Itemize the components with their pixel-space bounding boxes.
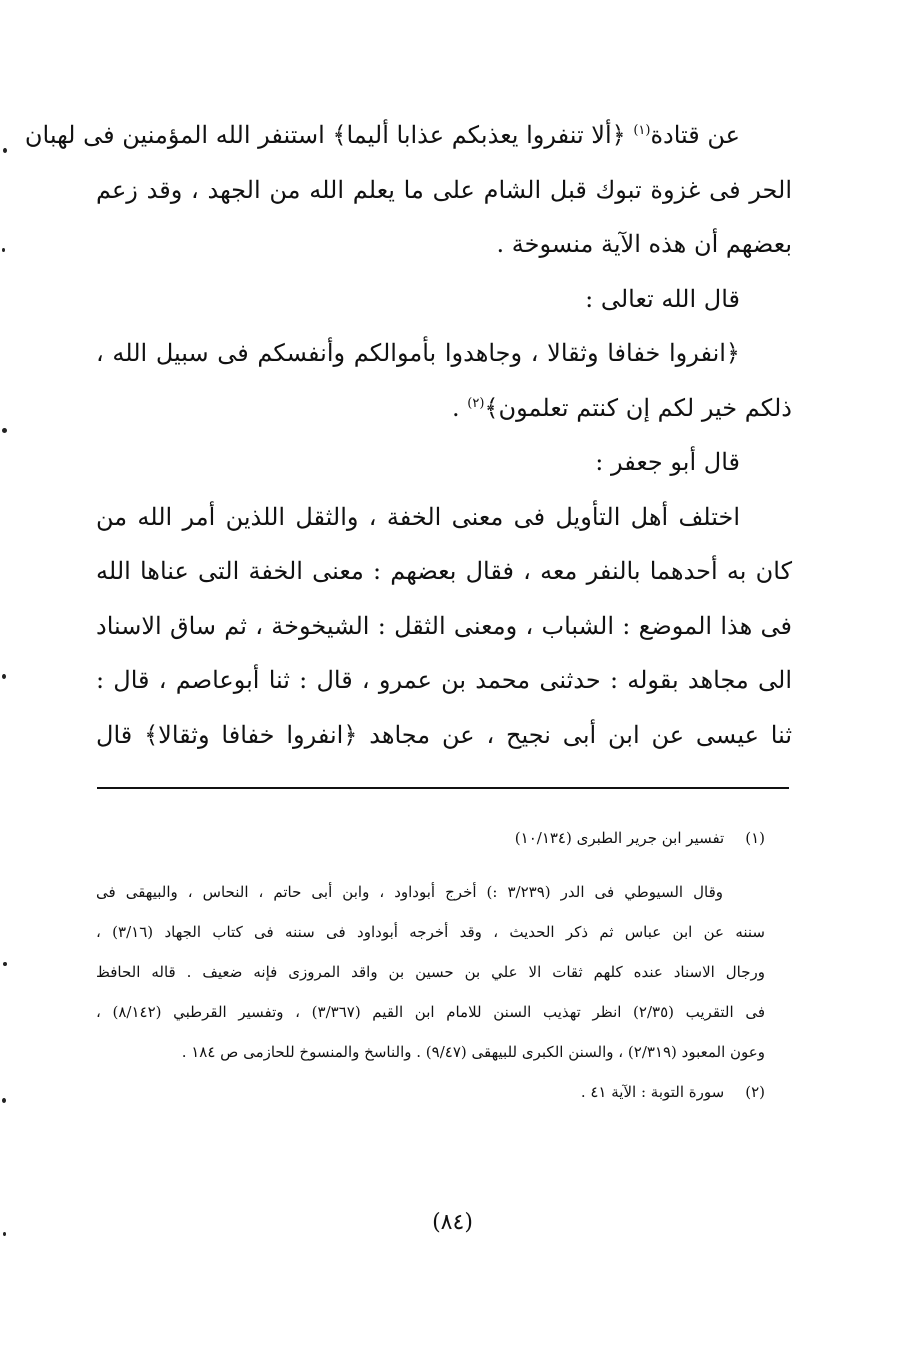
text-line-1-rest: ﴿ألا تنفروا يعذبكم عذابا أليما﴾ استنفر الله المؤمنين فى لهبان (24, 121, 634, 149)
footnote-1-line-2: سننه عن ابن عباس ثم ذكر الحديث ، وقد أخرجه أبوداود فى سننه فى كتاب الجهاد (٣/١٦) ، (96, 923, 765, 941)
text-line-1-start: عن قتادة (650, 121, 740, 149)
footnote-1-number: (١) (745, 829, 765, 847)
scan-speck (3, 148, 7, 153)
footnote-ref-1[interactable]: (١) (633, 123, 651, 138)
footnote-1-title-text: تفسير ابن جرير الطبرى (١٠/١٣٤) (514, 829, 725, 847)
footnote-2-number: (٢) (745, 1083, 765, 1101)
scan-speck (2, 248, 5, 252)
scan-speck (2, 674, 6, 679)
footnote-1-title (96, 818, 765, 858)
footnote-1-line-5: وعون المعبود (٢/٣١٩) ، والسنن الكبرى للبيهقى (٩/٤٧) . والناسخ والمنسوخ للحازمى ص ١٨٤ . (181, 1043, 765, 1061)
scan-speck (2, 428, 7, 433)
text-line-6 (96, 381, 792, 436)
footnote-2 (96, 1072, 765, 1112)
footnote-1-line-3: ورجال الاسناد عنده كلهم ثقات الا علي بن حسين بن واقد المروزى فإنه ضعيف . قاله الحافظ (96, 963, 765, 981)
text-line-8: اختلف أهل التأويل فى معنى الخفة ، والثقل اللذين أمر الله من (96, 502, 740, 531)
text-line-10: فى هذا الموضع : الشباب ، ومعنى الثقل : الشيخوخة ، ثم ساق الاسناد (96, 611, 792, 640)
scan-speck (3, 1232, 6, 1236)
footnote-1-line-1: وقال السيوطي فى الدر (٣/٢٣٩ :) أخرج أبوداود ، وابن أبى حاتم ، النحاس ، والبيهقى فى (96, 883, 723, 901)
footnote-2-text: سورة التوبة : الآية ٤١ . (580, 1083, 725, 1101)
footnotes-block (96, 818, 765, 1112)
text-line-12: ثنا عيسى عن ابن أبى نجيح ، عن مجاهد ﴿انفروا خفافا وثقالا﴾ قال (96, 720, 792, 749)
text-line-6-start: ذلكم خير لكم إن كنتم تعلمون﴾ (484, 393, 792, 422)
main-text-block (24, 108, 792, 762)
footnote-1-line-4: فى التقريب (٢/٣٥) انظر تهذيب السنن للامام ابن القيم (٣/٣٦٧) ، وتفسير القرطبي (٨/١٤٢) ، (96, 1003, 765, 1021)
text-line-2: الحر فى غزوة تبوك قبل الشام على ما يعلم الله من الجهد ، وقد زعم (96, 175, 792, 204)
page-number: (٨٤) (432, 1210, 473, 1235)
scan-speck (2, 1098, 6, 1103)
text-line-1 (24, 108, 792, 163)
text-line-6-end: . (452, 393, 468, 422)
footnote-ref-2[interactable]: (٢) (467, 395, 485, 411)
text-line-9: كان به أحدهما بالنفر معه ، فقال بعضهم : معنى الخفة التى عناها الله (96, 557, 792, 585)
text-line-11: الى مجاهد بقوله : حدثنى محمد بن عمرو ، قال : ثنا أبوعاصم ، قال : (96, 666, 792, 694)
text-line-3: بعضهم أن هذه الآية منسوخة . (496, 230, 792, 258)
footnote-divider (97, 787, 789, 789)
text-line-7: قال أبو جعفر : (595, 448, 740, 476)
text-line-4: قال الله تعالى : (585, 284, 740, 313)
text-line-5: ﴿انفروا خفافا وثقالا ، وجاهدوا بأموالكم وأنفسكم فى سبيل الله ، (96, 339, 740, 367)
scan-speck (3, 962, 7, 966)
